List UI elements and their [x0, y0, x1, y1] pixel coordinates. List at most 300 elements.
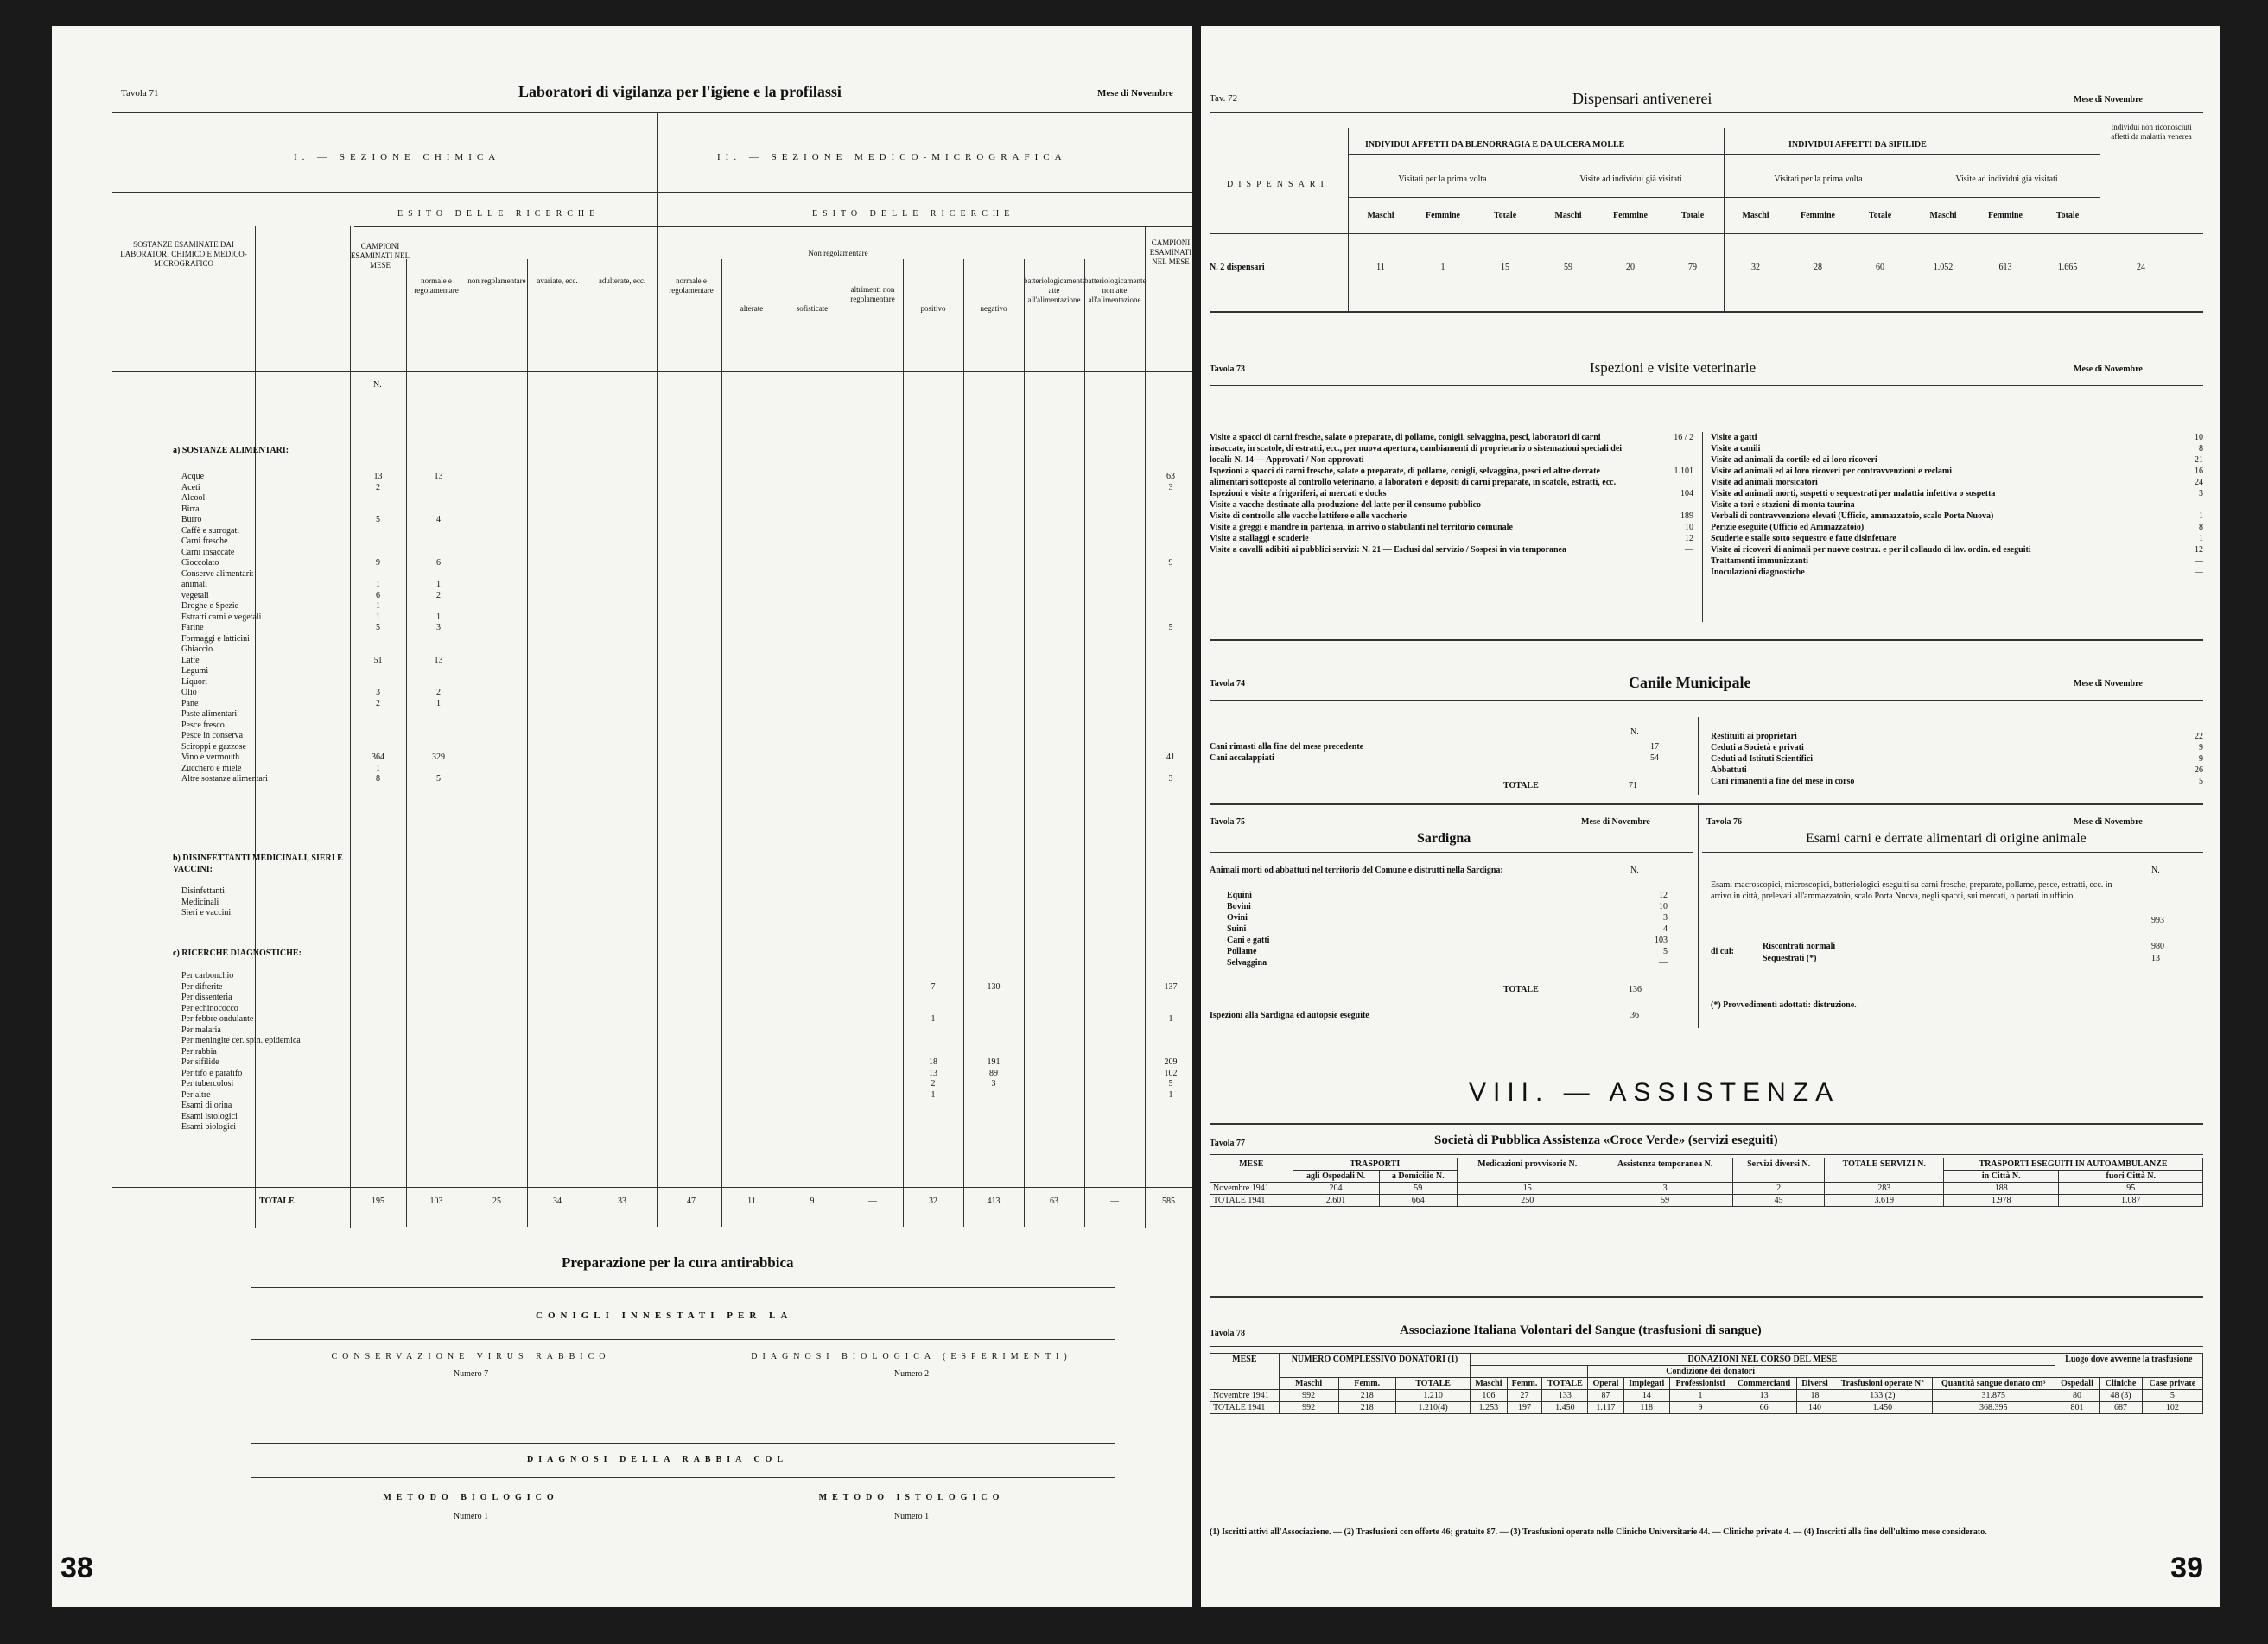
- row-label: Paste alimentari: [181, 709, 238, 719]
- cell-positivo: 13: [929, 1068, 937, 1078]
- cell-campioni-right: [1149, 515, 1192, 526]
- t75-n-label: N.: [1630, 866, 1639, 875]
- t77-cell: 59: [1598, 1195, 1732, 1207]
- t73-right-item-label: Visite ad animali morsicatori: [1711, 478, 1818, 487]
- row-label: Per sifilide: [181, 1057, 219, 1067]
- t73-left-item: [1210, 432, 1693, 466]
- t74-right-item: [1711, 742, 2203, 753]
- cell-positivo: [907, 1025, 959, 1037]
- table-number: Tavola 71: [121, 88, 159, 98]
- row-label: Carni fresche: [181, 536, 228, 546]
- col-avariate: avariate, ecc.: [537, 276, 578, 285]
- t78-col-header: Ospedali: [2055, 1378, 2100, 1390]
- cell-campioni-right: 3: [1168, 774, 1173, 784]
- row-label: Alcool: [181, 493, 206, 503]
- page-number-right: 39: [2170, 1552, 2203, 1584]
- t74-right-item-value: 26: [2195, 765, 2203, 775]
- t73-right-list: [1711, 432, 2203, 578]
- t73-right-item-value: 21: [2195, 455, 2203, 465]
- row-label: Burro: [181, 515, 202, 524]
- cell-campioni-right: [1149, 1047, 1192, 1058]
- t72-header-last: Individui non riconosciuti affetti da malattia venerea: [2111, 123, 2192, 141]
- t75-item-label: Bovini: [1227, 902, 1251, 911]
- cell-negativo: 89: [989, 1068, 998, 1078]
- t73-right-item-label: Visite ad animali morti, sospetti o sequestrati per malattia infettiva o sospetta: [1711, 489, 1996, 498]
- cell-campioni-right: 9: [1168, 558, 1173, 568]
- section-medico: II. — SEZIONE MEDICO-MICROGRAFICA: [717, 152, 1067, 162]
- t73-right-item-label: Visite a tori e stazioni di monta taurina: [1711, 500, 1855, 510]
- t74-left-item-label: Cani rimasti alla fine del mese precedente: [1210, 742, 1364, 752]
- cell-negativo: 130: [987, 981, 1001, 992]
- cell-campioni-right: [1149, 1025, 1192, 1037]
- t73-right-item: [1711, 432, 2203, 443]
- t73-right-item: [1711, 544, 2203, 555]
- t74-total: 71: [1629, 781, 1637, 790]
- cell-campioni-right: [1149, 613, 1192, 624]
- t73-left-item-label: Visite a spacci di carni fresche, salate o preparate, di pollame, conigli, selvaggina, pesci, laboratori di carni insaccate, in scatole, di estratti, ecc., per nuova apertura, cambiamenti di proprietario o sistemazioni speciali dei locali: N. 14 — Approvati / Non approvati: [1210, 433, 1623, 465]
- t72-value: 613: [1998, 263, 2012, 272]
- t77-grid: [1210, 1158, 2203, 1207]
- total-cell: 585: [1162, 1197, 1175, 1206]
- t78-cell: 13: [1731, 1390, 1797, 1402]
- col-sofisticate: sofisticate: [796, 304, 829, 313]
- t72-row-label: N. 2 dispensari: [1210, 263, 1265, 272]
- t73-left-item-value: 104: [1680, 489, 1693, 498]
- t77-col-header: TOTALE SERVIZI N.: [1825, 1158, 1944, 1183]
- t72-value: 15: [1501, 263, 1509, 272]
- cell-normale: [415, 505, 462, 516]
- cell-campioni: [354, 569, 402, 581]
- cell-normale: 3: [436, 623, 441, 632]
- t72-sex-header: Femmine: [1988, 211, 2023, 220]
- cell-normale: 2: [436, 688, 441, 697]
- cell-positivo: [907, 1004, 959, 1015]
- row-label: Pesce in conserva: [181, 731, 244, 740]
- cell-campioni: [354, 742, 402, 753]
- rabbia-title: Preparazione per la cura antirabbica: [562, 1254, 794, 1271]
- t72-value: 60: [1876, 263, 1884, 272]
- t75-intro: Animali morti od abbattuti nel territorio del Comune e distrutti nella Sardigna:: [1210, 866, 1503, 875]
- row-label: Sciroppi e gazzose: [181, 741, 246, 752]
- cell-negativo: 191: [987, 1057, 1001, 1067]
- t78-condizione-header: Condizione dei donatori: [1588, 1366, 1833, 1378]
- t75-item: [1227, 912, 1668, 924]
- t72-sex-header: Maschi: [1929, 211, 1957, 220]
- t78-col-header: Operai: [1588, 1378, 1623, 1390]
- totals-label: TOTALE: [259, 1197, 295, 1206]
- t75-item-label: Ovini: [1227, 913, 1248, 923]
- t74-left-item-value: 54: [1650, 753, 1659, 763]
- t78-cell: 66: [1731, 1402, 1797, 1414]
- section-chimica: I. — SEZIONE CHIMICA: [294, 152, 501, 162]
- group-b-label: b) DISINFETTANTI MEDICINALI, SIERI E VACCINI:: [173, 854, 343, 874]
- t72-header-sif: INDIVIDUI AFFETTI DA SIFILIDE: [1788, 140, 1927, 149]
- t77-col-header: a Domicilio N.: [1379, 1171, 1457, 1183]
- metodo-ist-numero: Numero 1: [893, 1512, 930, 1521]
- total-cell: 32: [929, 1197, 937, 1206]
- cell-campioni: 2: [376, 698, 380, 708]
- group-c-label: c) RICERCHE DIAGNOSTICHE:: [173, 949, 302, 958]
- group-a-label: a) SOSTANZE ALIMENTARI:: [173, 446, 289, 455]
- t73-right-item: [1711, 511, 2203, 522]
- t73-left-item-label: Ispezioni e visite a frigoriferi, ai mercati e docks: [1210, 489, 1387, 498]
- t77-cell: 1.978: [1944, 1195, 2059, 1207]
- t78-col-header: Impiegati: [1623, 1378, 1669, 1390]
- t73-right-item-value: —: [2195, 568, 2203, 577]
- row-label: Per meningite cer. spin. epidemica: [181, 1036, 301, 1045]
- t73-left-item-label: Visite a greggi e mandre in partenza, in arrivo o stabulanti nel territorio comunale: [1210, 523, 1513, 532]
- t77-title: Società di Pubblica Assistenza «Croce Verde» (servizi eseguiti): [1434, 1133, 1778, 1147]
- row-label: Aceti: [181, 482, 200, 492]
- t74-right-item-value: 22: [2195, 732, 2203, 741]
- t73-right-item: [1711, 443, 2203, 454]
- cell-normale: [415, 709, 462, 720]
- col-altrimenti: altrimenti non regolamentare: [850, 285, 895, 303]
- t75-item-value: 103: [1655, 936, 1668, 945]
- cell-negativo: [968, 1014, 1020, 1025]
- cell-campioni-right: [1149, 601, 1192, 613]
- t72-sex-header: Maschi: [1554, 211, 1582, 220]
- t72-sex-header: Totale: [1680, 211, 1705, 220]
- t75-item-value: —: [1659, 958, 1668, 968]
- t72-sex-header: Maschi: [1742, 211, 1769, 220]
- t72-sub4: Visite ad individui già visitati: [1955, 175, 2058, 184]
- t72-value: 79: [1688, 263, 1697, 272]
- t78-mese-header: MESE: [1210, 1354, 1280, 1390]
- t75-item: [1227, 935, 1668, 946]
- row-label: Per echinococco: [181, 1003, 238, 1013]
- t76-footnote: (*) Provvedimenti adottati: distruzione.: [1711, 1000, 1857, 1010]
- table-row: [1210, 1183, 2203, 1195]
- cell-campioni: [354, 709, 402, 720]
- t73-right-item-label: Trattamenti immunizzanti: [1711, 556, 1808, 566]
- t78-cell: 14: [1623, 1390, 1669, 1402]
- total-cell: 25: [492, 1197, 501, 1206]
- t74-month: Mese di Novembre: [2074, 679, 2143, 689]
- t76-value: 993: [2151, 916, 2164, 925]
- t78-cell: 368.395: [1932, 1402, 2055, 1414]
- t78-cell: 5: [2142, 1390, 2202, 1402]
- cell-normale: [415, 634, 462, 645]
- t76-di-cui: di cui:: [1711, 947, 1734, 956]
- row-label: Esami istologici: [181, 1111, 238, 1121]
- t74-number: Tavola 74: [1210, 679, 1246, 689]
- t74-left-item: [1210, 752, 1659, 764]
- rows-c: [181, 971, 301, 1133]
- t73-month: Mese di Novembre: [2074, 365, 2143, 374]
- t73-left-item: [1210, 522, 1693, 533]
- t74-right-item-label: Restituiti ai proprietari: [1711, 732, 1797, 741]
- t78-cell: 1.210(4): [1395, 1402, 1470, 1414]
- cell-campioni: 364: [372, 752, 384, 762]
- t72-sex-headers: [1350, 211, 2100, 223]
- t77-cell: 1.087: [2059, 1195, 2203, 1207]
- row-label: Per carbonchio: [181, 971, 234, 981]
- cell-campioni: [354, 493, 402, 505]
- row-label: Disinfettanti: [181, 886, 225, 896]
- t75-item-label: Pollame: [1227, 947, 1257, 956]
- t78-col-header: Commercianti: [1731, 1378, 1797, 1390]
- total-cell: 63: [1050, 1197, 1058, 1206]
- cell-normale: 2: [436, 590, 441, 600]
- row-label: Sieri e vaccini: [181, 908, 232, 917]
- t78-cell: 133 (2): [1833, 1390, 1932, 1402]
- col-negativo-c: [968, 971, 1020, 1133]
- t73-left-item: [1210, 544, 1693, 555]
- t78-cell: 133: [1542, 1390, 1588, 1402]
- cell-normale: [415, 601, 462, 613]
- header-campioni: CAMPIONI ESAMINATI NEL MESE: [350, 242, 410, 270]
- cell-campioni: [354, 666, 402, 677]
- cell-campioni-right: [1149, 644, 1192, 656]
- t77-cell: 15: [1457, 1183, 1598, 1195]
- row-label: Per rabbia: [181, 1046, 217, 1057]
- total-cell: 47: [687, 1197, 696, 1206]
- metodo-bio-numero: Numero 1: [453, 1512, 489, 1521]
- month-label: Mese di Novembre: [1097, 88, 1173, 98]
- t75-item-label: Equini: [1227, 891, 1252, 900]
- t77-cell: 250: [1457, 1195, 1598, 1207]
- cell-negativo: [968, 1036, 1020, 1047]
- esito-med: ESITO DELLE RICERCHE: [812, 209, 1015, 219]
- t76-sequestrati-value: 13: [2151, 954, 2160, 963]
- t76-number: Tavola 76: [1706, 817, 1743, 827]
- t78-table: [1210, 1353, 2203, 1414]
- cell-campioni-right: [1149, 493, 1192, 505]
- t73-right-item-value: 10: [2195, 433, 2203, 442]
- t77-cell: 2.601: [1293, 1195, 1379, 1207]
- t78-col-header: TOTALE: [1395, 1378, 1470, 1390]
- t77-cell: 283: [1825, 1183, 1944, 1195]
- t74-right-item-label: Ceduti a Società e privati: [1711, 743, 1804, 752]
- col-positivo-c: [907, 971, 959, 1133]
- t77-cell: 59: [1379, 1183, 1457, 1195]
- t73-right-item: [1711, 522, 2203, 533]
- cell-campioni-right: [1149, 688, 1192, 699]
- cell-campioni-right: 1: [1168, 1089, 1173, 1100]
- cell-negativo: [968, 1122, 1020, 1133]
- cell-campioni-right: [1149, 634, 1192, 645]
- row-label: Per difterite: [181, 981, 223, 992]
- cell-campioni: 1: [376, 612, 380, 622]
- t73-left-item-label: Visite di controllo alle vacche lattifere e alle vaccherie: [1210, 511, 1407, 521]
- t73-right-item-value: —: [2195, 556, 2203, 566]
- cell-positivo: 2: [931, 1079, 936, 1089]
- cell-normale: 5: [436, 774, 441, 784]
- t73-left-item-value: —: [1685, 545, 1693, 555]
- t74-right-item: [1711, 765, 2203, 776]
- row-label: Formaggi e latticini: [181, 633, 250, 644]
- cell-campioni-right: [1149, 1036, 1192, 1047]
- t77-cell: 45: [1732, 1195, 1825, 1207]
- cell-campioni-right: 3: [1168, 482, 1173, 492]
- t78-title: Associazione Italiana Volontari del Sangue (trasfusioni di sangue): [1400, 1323, 1762, 1337]
- t73-left-item: [1210, 466, 1693, 488]
- cell-normale: [415, 731, 462, 742]
- cell-normale: [415, 720, 462, 732]
- t73-right-item-label: Verbali di contravvenzione elevati (Ufficio, ammazzatoio, scalo Porta Nuova): [1711, 511, 1994, 521]
- t72-sex-header: Totale: [1868, 211, 1892, 220]
- t72-value: 32: [1751, 263, 1760, 272]
- t76-sequestrati: Sequestrati (*): [1763, 954, 1817, 963]
- row-label: Medicinali: [181, 897, 219, 907]
- cell-campioni: 5: [376, 515, 380, 524]
- t73-right-item: [1711, 477, 2203, 488]
- t73-left-item: [1210, 533, 1693, 544]
- col-right-c: [1149, 971, 1192, 1133]
- t78-col-header: Case private: [2142, 1378, 2202, 1390]
- row-label: Ghiaccio: [181, 644, 213, 654]
- cell-negativo: [968, 1004, 1020, 1015]
- t78-row-label: Novembre 1941: [1210, 1390, 1280, 1402]
- t78-cell: 1.117: [1588, 1402, 1623, 1414]
- conservazione-numero: Numero 7: [453, 1369, 489, 1379]
- t78-cell: 87: [1588, 1390, 1623, 1402]
- cell-campioni-right: [1149, 548, 1192, 559]
- cell-campioni: 5: [376, 623, 380, 632]
- cell-negativo: [968, 1025, 1020, 1037]
- cell-campioni-right: 209: [1164, 1057, 1178, 1067]
- t73-left-item: [1210, 499, 1693, 511]
- t74-right-item: [1711, 731, 2203, 742]
- row-label: Carni insaccate: [181, 547, 235, 557]
- row-label: Acque: [181, 472, 205, 481]
- t73-left-item-value: 10: [1685, 523, 1693, 532]
- t73-right-item-value: 24: [2195, 478, 2203, 487]
- t77-cell: 188: [1944, 1183, 2059, 1195]
- cell-campioni: [354, 536, 402, 548]
- t77-cell: 2: [1732, 1183, 1825, 1195]
- t73-right-item-label: Perizie eseguite (Ufficio ed Ammazzatoio): [1711, 523, 1865, 532]
- t74-right-item-label: Abbattuti: [1711, 765, 1747, 775]
- t74-n-label: N.: [1630, 727, 1639, 737]
- t73-right-item-label: Visite a gatti: [1711, 433, 1757, 442]
- t75-item: [1227, 957, 1668, 968]
- col-batt-non-atte: batteriologicamente non atte all'alimentazione: [1084, 276, 1147, 304]
- cell-normale: 329: [432, 752, 445, 762]
- header-campioni-right: CAMPIONI ESAMINATI NEL MESE: [1149, 238, 1192, 266]
- cell-campioni-right: 102: [1164, 1068, 1178, 1078]
- t78-spacer: [1471, 1366, 1588, 1378]
- total-cell: 413: [987, 1197, 1001, 1206]
- t78-cell: 1.450: [1833, 1402, 1932, 1414]
- t74-left-list: [1210, 741, 1659, 764]
- cell-campioni: 8: [376, 774, 380, 784]
- t78-cell: 31.875: [1932, 1390, 2055, 1402]
- cell-normale: [415, 493, 462, 505]
- cell-campioni-right: [1149, 526, 1192, 537]
- row-label: Zucchero e miele: [181, 763, 242, 773]
- t73-right-item-value: 8: [2199, 523, 2203, 532]
- t72-value: 59: [1564, 263, 1572, 272]
- t77-cell: 3.619: [1825, 1195, 1944, 1207]
- cell-negativo: [968, 1047, 1020, 1058]
- t78-row-label: TOTALE 1941: [1210, 1402, 1280, 1414]
- cell-normale: 1: [436, 580, 441, 589]
- total-cell: 33: [618, 1197, 626, 1206]
- t72-number: Tav. 72: [1210, 93, 1238, 104]
- left-page: [52, 26, 1192, 1607]
- cell-normale: [415, 644, 462, 656]
- table-row: [1210, 1195, 2203, 1207]
- t75-item: [1227, 946, 1668, 957]
- cell-negativo: [968, 1090, 1020, 1101]
- t72-sex-header: Femmine: [1426, 211, 1460, 220]
- t77-row-label: TOTALE 1941: [1210, 1195, 1293, 1207]
- cell-campioni-right: 5: [1168, 623, 1173, 632]
- cell-campioni-right: [1149, 536, 1192, 548]
- t75-item-value: 12: [1659, 891, 1668, 900]
- t72-value: 11: [1376, 263, 1385, 272]
- t75-month: Mese di Novembre: [1581, 817, 1650, 827]
- t73-right-item-value: 12: [2195, 545, 2203, 555]
- t72-sub3: Visitati per la prima volta: [1774, 175, 1863, 184]
- t75-item: [1227, 890, 1668, 901]
- t72-sub1: Visitati per la prima volta: [1398, 175, 1487, 184]
- t75-list: [1227, 890, 1668, 968]
- t78-spacer: [1833, 1366, 2055, 1378]
- t78-cell: 1.253: [1471, 1402, 1507, 1414]
- t72-sex-header: Maschi: [1367, 211, 1394, 220]
- row-label: Per tubercolosi: [181, 1079, 234, 1089]
- col-normale: normale e regolamentare: [414, 276, 459, 295]
- cell-campioni: 6: [376, 590, 380, 600]
- row-label: Legumi: [181, 666, 209, 676]
- t78-cell: 27: [1507, 1390, 1542, 1402]
- t78-cell: 18: [1797, 1390, 1833, 1402]
- t73-right-item-value: —: [2195, 500, 2203, 510]
- cell-campioni-right: [1149, 666, 1192, 677]
- cell-campioni-right: [1149, 591, 1192, 602]
- row-label: Per altre: [181, 1089, 211, 1100]
- t73-right-item-value: 1: [2199, 534, 2203, 543]
- diagnosi-bio-label: DIAGNOSI BIOLOGICA (ESPERIMENTI): [751, 1352, 1072, 1362]
- t78-number: Tavola 78: [1210, 1329, 1246, 1338]
- t72-value: 1.052: [1933, 263, 1954, 272]
- rows-b: [181, 886, 231, 919]
- t78-grid: [1210, 1353, 2203, 1414]
- cell-campioni: 1: [376, 763, 380, 773]
- col-med-normale: normale e regolamentare: [669, 276, 714, 295]
- t78-cell: 1.450: [1542, 1402, 1588, 1414]
- t75-total: 136: [1629, 985, 1642, 994]
- cell-negativo: 3: [991, 1079, 996, 1089]
- conigli-label: CONIGLI INNESTATI PER LA: [536, 1311, 793, 1321]
- cell-campioni-right: [1149, 742, 1192, 753]
- t73-right-item: [1711, 466, 2203, 477]
- cell-positivo: [907, 971, 959, 982]
- cell-campioni-right: [1149, 1101, 1192, 1112]
- t75-ispezioni-value: 36: [1630, 1011, 1639, 1020]
- cell-campioni-right: [1149, 971, 1192, 982]
- t73-right-item: [1711, 555, 2203, 567]
- table-row: [1210, 1402, 2203, 1414]
- cell-campioni-right: [1149, 656, 1192, 667]
- t72-value: 1.665: [2057, 263, 2078, 272]
- t76-n-label: N.: [2151, 866, 2160, 875]
- cell-campioni-right: [1149, 505, 1192, 516]
- t78-cell: 218: [1338, 1402, 1395, 1414]
- t75-item: [1227, 924, 1668, 935]
- t78-cell: 106: [1471, 1390, 1507, 1402]
- t75-item-label: Selvaggina: [1227, 958, 1267, 968]
- totals-row: [350, 1197, 1192, 1210]
- t75-number: Tavola 75: [1210, 817, 1246, 827]
- cell-normale: [415, 677, 462, 689]
- t78-donatori-header: NUMERO COMPLESSIVO DONATORI (1): [1279, 1354, 1471, 1378]
- t75-item-value: 3: [1663, 913, 1668, 923]
- t78-cell: 197: [1507, 1402, 1542, 1414]
